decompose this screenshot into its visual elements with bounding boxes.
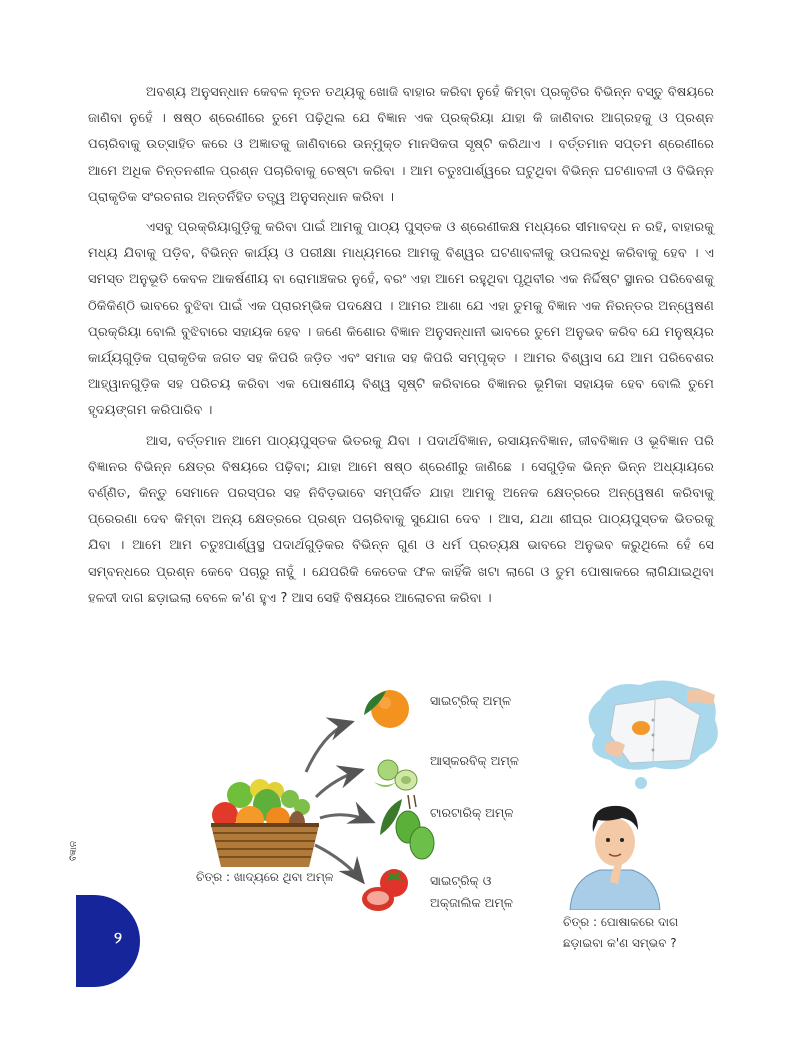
paragraph-2 (88, 215, 714, 425)
text-line: ବର୍ଣ୍ଣିତ, କିନ୍ତୁ ସେମାନେ ପରସ୍ପର ସହ ନିବିଡ଼ଭାବେ ସମ୍ପର୍କିତ ଯାହା ଆମକୁ ଅନେକ କ୍ଷେତ୍ରରେ ଅନ୍ୱେଷଣ କରିବାକୁ ପ୍ରେରଣା (88, 486, 714, 528)
fruit-basket-illustration (205, 775, 325, 870)
paragraph-1 (88, 80, 714, 211)
text-line: ଠିକିକିଣ୍ଠି ଭାବରେ ବୁଝିବା ପାଇଁ ଏକ ପ୍ରାରମ୍ଭିକ ପଦକ୍ଷେପ । ଆମର ଆଶା ଯେ ଏହା ତୁମକୁ ବିଜ୍ଞାନ ଏକ ନିରନ୍ତର ଅନ୍ୱେଷଣ (88, 298, 714, 314)
text-line: ସଂରଚନାର ଅନ୍ତର୍ନିହିତ ତତ୍ତ୍ୱ ଅନୁସନ୍ଧାନ କରିବା । (141, 189, 395, 205)
text-line: ପରିବେଶର ଆହ୍ୱାନଗୁଡ଼ିକ ସହ ପରିଚୟ କରିବା ଏକ ପୋଷଣୀୟ ବିଶ୍ୱ ସୃଷ୍ଟି କରିବାରେ ବିଜ୍ଞାନର ଭୂମିକା ସହାୟକ ହେବ (88, 351, 715, 393)
text-line: ଯିବାକୁ ପଡ଼ିବ, ବିଭିନ୍ନ କାର୍ଯ୍ୟ ଓ ପରୀକ୍ଷା ମାଧ୍ୟମରେ ଆମକୁ ବିଶ୍ୱର ଘଟଣାବଳୀକୁ ଉପଲବ୍ଧି କରିବାକୁ ହେବ । ଏ ସମସ୍ତ (88, 246, 714, 288)
text-line: ଉତ୍ସାହିତ କରେ ଓ ଅଜ୍ଞାତକୁ ଜାଣିବାରେ ଉନ୍ମୁକ୍ତ ମାନସିକତା ସୃଷ୍ଟି କରିଥାଏ । ବର୍ତ୍ତମାନ ସପ୍ତମ ଶ୍ରେଣୀରେ ଆମେ ଅଧିକ (88, 137, 714, 179)
text-line: ଜାଣିବା ନୁହେଁ । ଷଷ୍ଠ ଶ୍ରେଣୀରେ ତୁମେ ପଢ଼ିଥିଲ ଯେ ବିଜ୍ଞାନ ଏକ ପ୍ରକ୍ରିୟା ଯାହା କି ଜାଣିବାର ଆଗ୍ରହକୁ ଓ ପ୍ରଶ୍ନ ପଚାରିବାକୁ (88, 111, 714, 153)
text-line: ଏସବୁ ପ୍ରକ୍ରିୟାଗୁଡ଼ିକୁ କରିବା ପାଇଁ ଆମକୁ ପାଠ୍ୟ ପୁସ୍ତକ ଓ ଶ୍ରେଣୀକକ୍ଷ ମଧ୍ୟରେ ସୀମାବଦ୍ଧ ନ ରହି, ବାହାରକୁ ମଧ୍ୟ (88, 220, 714, 262)
tomato-icon (358, 865, 414, 915)
text-line: ଅନୁଭୂତି କେବଳ ଆକର୍ଷଣୀୟ ବା ରୋମାଞ୍ଚକର ନୁହେଁ, ବରଂ ଏହା ଆମେ ରହୁଥିବା ପୃଥିବୀର ଏକ ନିର୍ଦ୍ଦିଷ୍ଟ ସ୍ଥାନର ପରିବେଶକୁ (129, 272, 714, 288)
subject-name: ବିଜ୍ଞାନ (69, 840, 80, 862)
text-line: କ'ଣ ହୁଏ ? ଆସ ସେହି ବିଷୟରେ ଆଲୋଚନା କରିବା । (231, 590, 492, 606)
caption-line: ଚିତ୍ର : ପୋଷାକରେ ଦାଗ (563, 915, 679, 929)
text-line: ଚତୁଃପାର୍ଶ୍ୱସ୍ଥ ପଦାର୍ଥଗୁଡ଼ିକର ବିଭିନ୍ନ ଗୁଣ ଓ ଧର୍ମ ପ୍ରତ୍ୟକ୍ଷ ଭାବରେ ଅନୁଭବ କରୁଥିଲେ ହେଁ ସେ ସମ୍ବନ୍ଧରେ ପ୍ରଶ୍ନ କେବେ ପଚାରୁ (88, 538, 714, 580)
orange-icon (360, 685, 412, 730)
arrow-to-mango (320, 815, 373, 822)
amla-icon (372, 758, 420, 792)
subject-side-label (69, 836, 90, 872)
arrow-to-orange (306, 722, 352, 772)
acid-name: ଅକ୍ଜାଲିକ ଅମ୍ଳ (430, 895, 513, 910)
text-line: ପ୍ରକ୍ରିୟା ବୋଲି ବୁଝିବାରେ ସହାୟକ ହେବ । ଜଣେ କିଶୋର ବିଜ୍ଞାନ ଅନୁସନ୍ଧାନୀ ଭାବରେ ତୁମେ ଅନୁଭବ କରିବ ଯେ (88, 324, 660, 340)
acid-label-mango (430, 802, 513, 824)
acid-name: ସାଇଟ୍ରିକ୍ ଅମ୍ଳ (430, 693, 511, 708)
text-line: ପରି ବିଜ୍ଞାନର ବିଭିନ୍ନ କ୍ଷେତ୍ର ବିଷୟରେ ପଢ଼ିବା; ଯାହା ଆମେ ଷଷ୍ଠ ଶ୍ରେଣୀରୁ ଜାଣିଛେ । ସେଗୁଡ଼ିକ ଭିନ୍ନ ଭିନ୍ନ ଅଧ୍ୟାୟରେ (88, 433, 714, 475)
page-number: ୨ (114, 928, 122, 947)
body-text (88, 80, 714, 616)
acid-name: ସାଇଟ୍ରିକ୍ ଓ (430, 873, 492, 888)
acid-label-tomato (430, 870, 513, 914)
acid-label-amla (430, 750, 519, 772)
caption-line: ଛଡ଼ାଇବା କ'ଣ ସମ୍ଭବ ? (563, 936, 677, 950)
text-line: ଦେବ କିମ୍ବା ଅନ୍ୟ କ୍ଷେତ୍ରରେ ପ୍ରଶ୍ନ ପଚାରିବାକୁ ସୁଯୋଗ ଦେବ । ଆସ, ଯଥା ଶୀଘ୍ର ପାଠ୍ୟପୁସ୍ତକ ଭିତରକୁ ଯିବା । ଆମେ ଆମ (88, 512, 714, 554)
acid-name: ଆସ୍କରବିକ୍ ଅମ୍ଳ (430, 753, 519, 768)
acid-label-orange (430, 690, 511, 712)
text-line: ଅବଶ୍ୟ ଅନୁସନ୍ଧାନ କେବଳ ନୂତନ ତଥ୍ୟକୁ ଖୋଜି ବାହାର କରିବା ନୁହେଁ କିମ୍ବା ପ୍ରକୃତିର ବିଭିନ୍ନ ବସ୍ତୁ ବିଷୟରେ (146, 85, 714, 100)
paragraph-3 (88, 429, 714, 612)
text-line: ବୋଲି ତୁମେ ହୃଦୟଙ୍ଗମ କରିପାରିବ । (88, 377, 714, 419)
text-line: ଆସ, ବର୍ତ୍ତମାନ ଆମେ ପାଠ୍ୟପୁସ୍ତକ ଭିତରକୁ ଯିବା । ପଦାର୍ଥବିଜ୍ଞାନ, ରସାୟନବିଜ୍ଞାନ, ଜୀବବିଜ୍ଞାନ ଓ ଭୂବିଜ୍ଞାନ (146, 433, 689, 449)
acid-name: ଟାରଟାରିକ୍ ଅମ୍ଳ (430, 805, 514, 820)
thought-bubble-stained-shirt (575, 675, 725, 790)
text-line: ନାହୁଁ । ଯେପରିକି କେତେକ ଫଳ କାହିଁକି ଖଟା ଲାଗେ ଓ ତୁମ ପୋଷାକରେ ଲାଗିଯାଇଥିବା ହଳଦୀ ଦାଗ ଛଡ଼ାଇଲା ବେଳେ (88, 564, 714, 606)
boy-thinking-illustration (560, 790, 670, 910)
figure-caption-stain (563, 912, 678, 954)
figure-caption-food-acids: ଚିତ୍ର : ଖାଦ୍ୟରେ ଥିବା ଅମ୍ଳ (196, 870, 334, 884)
text-line: ଚିନ୍ତନଶୀଳ ପ୍ରଶ୍ନ ପଚାରିବାକୁ ଚେଷ୍ଟା କରିବା । ଆମ ଚତୁଃପାର୍ଶ୍ୱରେ ଘଟୁଥିବା ବିଭିନ୍ନ ଘଟଣାବଳୀ ଓ ବିଭିନ୍ନ ପ୍ରାକୃତିକ (88, 163, 715, 205)
text-line: ମନୁଷ୍ୟର କାର୍ଯ୍ୟଗୁଡ଼ିକ ପ୍ରାକୃତିକ ଜଗତ ସହ କିପରି ଜଡ଼ିତ ଏବଂ ସମାଜ ସହ କିପରି ସମ୍ପୃକ୍ତ । ଆମର ବିଶ୍ୱାସ ଯେ ଆମ (88, 324, 714, 367)
